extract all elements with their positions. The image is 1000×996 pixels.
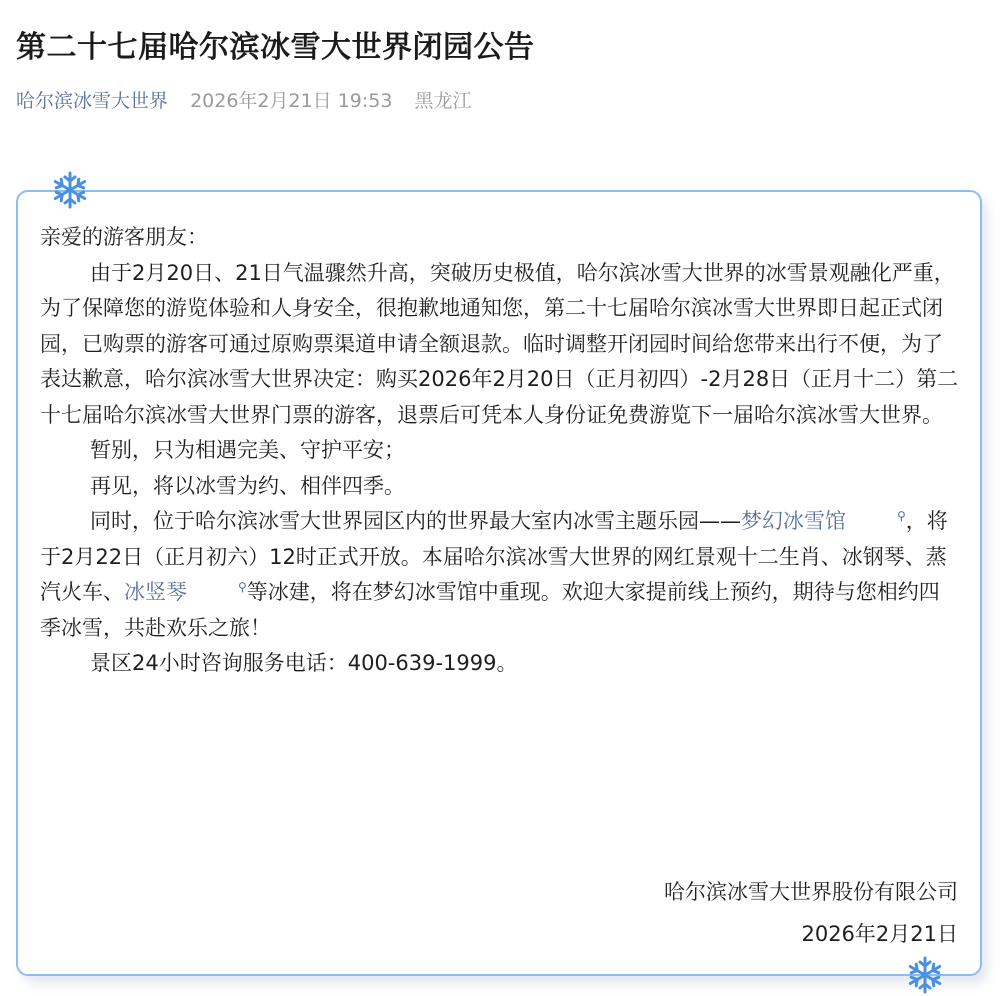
ice-hall-link[interactable]: 梦幻冰雪馆 bbox=[741, 509, 846, 533]
ice-hall-text-1: 同时，位于哈尔滨冰雪大世界园区内的世界最大室内冰雪主题乐园—— bbox=[90, 509, 741, 533]
ice-hall-text-3: 等冰建，将在梦幻冰雪馆中重现。欢迎大家提前线上预约，期待与您相约四季冰雪，共赴欢乐之旅！ bbox=[40, 580, 940, 640]
search-icon[interactable]: ⚲ bbox=[238, 580, 247, 594]
article-meta bbox=[16, 86, 472, 113]
article-title: 第二十七届哈尔滨冰雪大世界闭园公告 bbox=[16, 30, 535, 65]
snowflake-icon bbox=[50, 170, 90, 210]
signature-date: 2026年2月21日 bbox=[801, 922, 958, 946]
notice-body bbox=[40, 220, 960, 682]
ice-hall-text-2: ，将于2月22日（正月初六）12时正式开放。本届哈尔滨冰雪大世界的网红景观十二生肖、冰钢琴、蒸汽火车、 bbox=[40, 509, 948, 604]
greeting: 亲爱的游客朋友： bbox=[40, 225, 208, 249]
paragraph-hotline: 景区24小时咨询服务电话：400-639-1999。 bbox=[90, 651, 518, 675]
paragraph-closure: 由于2月20日、21日气温骤然升高，突破历史极值，哈尔滨冰雪大世界的冰雪景观融化严重，为了保障您的游览体验和人身安全，很抱歉地通知您，第二十七届哈尔滨冰雪大世界即日起正式闭园，已购票的游客可通过原购票渠道申请全额退款。临时调整开闭园时间给您带来出行不便，为了表达歉意，哈尔滨冰雪大世界决定：购买2026年2月20日（正月初四）-2月28日（正月十二）第二十七届哈尔滨冰雪大世界门票的游客，退票后可凭本人身份证免费游览下一届哈尔滨冰雪大世界。 bbox=[40, 260, 959, 427]
ice-harp-link[interactable]: 冰竖琴 bbox=[124, 580, 187, 604]
search-icon[interactable]: ⚲ bbox=[897, 509, 906, 523]
publish-time: 2026年2月21日 19:53 bbox=[190, 90, 393, 112]
paragraph-farewell-2: 再见，将以冰雪为约、相伴四季。 bbox=[90, 473, 405, 498]
paragraph-ice-hall bbox=[40, 504, 960, 646]
snowflake-icon bbox=[905, 955, 945, 995]
signature-company: 哈尔滨冰雪大世界股份有限公司 bbox=[664, 880, 958, 904]
publish-location: 黑龙江 bbox=[414, 90, 472, 112]
paragraph-farewell-1: 暂别，只为相遇完美、守护平安； bbox=[90, 438, 405, 462]
author-link[interactable]: 哈尔滨冰雪大世界 bbox=[16, 90, 169, 112]
